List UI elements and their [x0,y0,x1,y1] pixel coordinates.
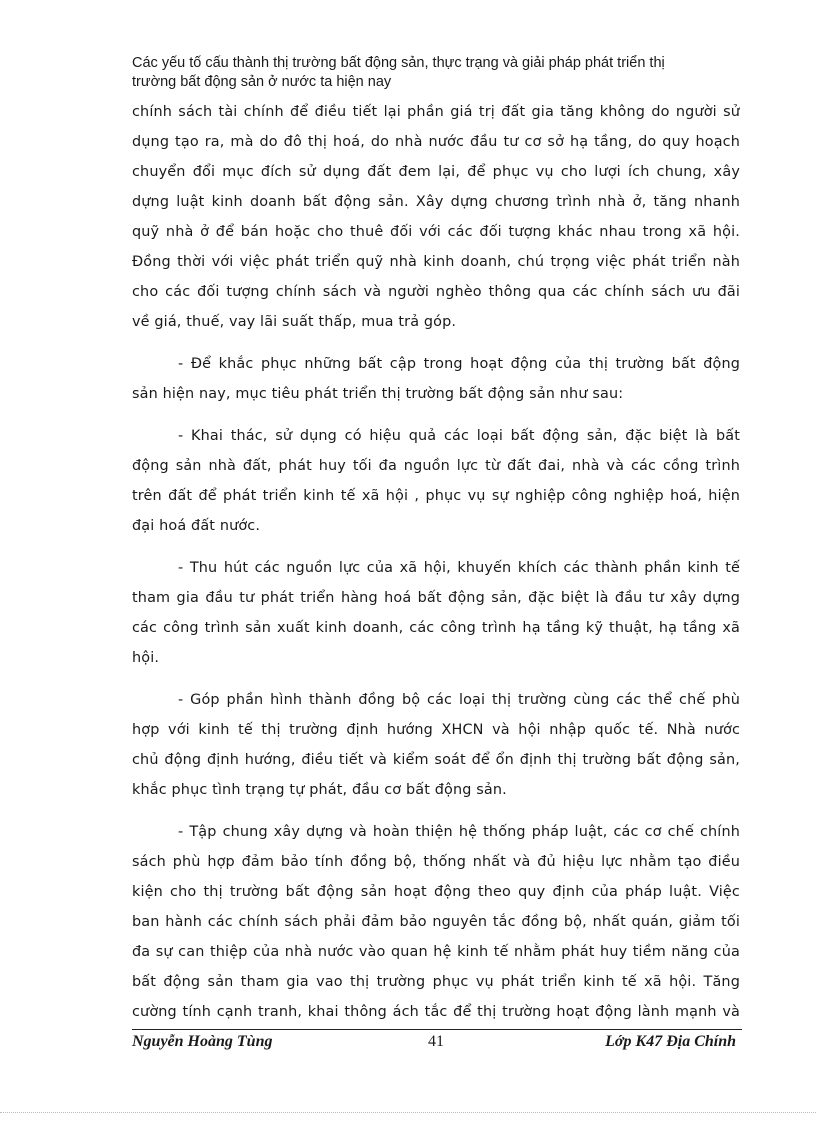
paragraph-1 [132,97,740,337]
paragraph-6-line-3: kiện cho thị trường bất động sản hoạt động theo quy định của pháp luật. Việc [132,884,740,900]
paragraph-3-line-3: trên đất để phát triển kinh tế xã hội , phục vụ sự nghiệp công nghiệp hoá, hiện [132,488,740,504]
paragraph-4 [132,553,740,673]
paragraph-3-line-1: - Khai thác, sử dụng có hiệu quả các loại bất động sản, đặc biệt là bất [178,428,740,444]
footer-rule [132,1029,742,1030]
paragraph-1-line-6: Đồng thời với việc phát triển quỹ nhà kinh doanh, chú trọng việc phát triển nàh [132,254,740,270]
page-bottom-border [0,1112,816,1113]
paragraph-5 [132,685,740,805]
paragraph-4-line-3: các công trình sản xuất kinh doanh, các công trình hạ tầng kỹ thuật, hạ tầng xã [132,620,740,636]
paragraph-4-line-1: - Thu hút các nguồn lực của xã hội, khuyến khích các thành phần kinh tế [178,560,740,576]
paragraph-6-line-1: - Tập chung xây dựng và hoàn thiện hệ thống pháp luật, các cơ chế chính [178,824,740,840]
paragraph-3-line-2: động sản nhà đất, phát huy tối đa nguồn lực từ đất đai, nhà và các cồng trình [132,458,740,474]
paragraph-1-line-4: dựng luật kinh doanh bất động sản. Xây dựng chương trình nhà ở, tăng nhanh [132,194,740,210]
paragraph-6-line-4: ban hành các chính sách phải đảm bảo nguyên tắc đồng bộ, nhất quán, giảm tối [132,914,740,930]
paragraph-6-line-7: cường tính cạnh tranh, khai thông ách tắc để thị trường hoạt động lành mạnh và [132,1004,740,1020]
footer-page-number: 41 [428,1033,444,1050]
paragraph-2-line-1: - Để khắc phục những bất cập trong hoạt động của thị trường bất động [178,356,740,372]
paragraph-5-line-1: - Góp phần hình thành đồng bộ các loại thị trường cùng các thể chế phù [178,692,740,708]
paragraph-3 [132,421,740,541]
running-header-line-1: Các yếu tố cấu thành thị trường bất động sản, thực trạng và giải pháp phát triển thị [132,55,665,71]
paragraph-6-line-2: sách phù hợp đảm bảo tính đồng bộ, thống nhất và đủ hiệu lực nhằm tạo điều [132,854,740,870]
paragraph-1-line-3: chuyển đổi mục đích sử dụng đất đem lại, để phục vụ cho lượi ích chung, xây [132,164,740,180]
paragraph-1-line-7: cho các đối tượng chính sách và người nghèo thông qua các chính sách ưu đãi [132,284,740,300]
footer-author: Nguyễn Hoàng Tùng [132,1033,273,1050]
paragraph-4-line-2: tham gia đầu tư phát triển hàng hoá bất động sản, đặc biệt là đầu tư xây dựng [132,590,740,606]
paragraph-4-line-4: hội. [132,650,160,666]
paragraph-1-line-1: chính sách tài chính để điều tiết lại phần giá trị đất gia tăng không do người sử [132,104,740,120]
paragraph-2-line-2: sản hiện nay, mục tiêu phát triển thị trường bất động sản như sau: [132,386,624,402]
footer-class-name: Lớp K47 Địa Chính [605,1033,736,1050]
paragraph-5-line-3: chủ động định hướng, điều tiết và kiểm soát để ổn định thị trường bất động sản, [132,752,740,768]
running-header-line-2: trường bất động sản ở nước ta hiện nay [132,74,392,90]
running-header [132,54,732,92]
paragraph-6-line-6: bất động sản tham gia vao thị trường phục vụ phát triển kinh tế xã hội. Tăng [132,974,740,990]
paragraph-3-line-4: đại hoá đất nước. [132,518,261,534]
paragraph-1-line-8: về giá, thuế, vay lãi suất thấp, mua trả góp. [132,314,457,330]
paragraph-1-line-5: quỹ nhà ở để bán hoặc cho thuê đối với các đối tượng khác nhau trong xã hội. [132,224,740,240]
body-text [132,97,740,1027]
paragraph-2 [132,349,740,409]
paragraph-6 [132,817,740,1027]
paragraph-1-line-2: dụng tạo ra, mà do đô thị hoá, do nhà nước đầu tư cơ sở hạ tầng, do quy hoạch [132,134,740,150]
paragraph-5-line-4: khắc phục tình trạng tự phát, đầu cơ bất động sản. [132,782,507,798]
page-footer [132,1031,742,1053]
paragraph-5-line-2: hợp với kinh tế thị trường định hướng XHCN và hội nhập quốc tế. Nhà nước [132,722,740,738]
paragraph-6-line-5: đa sự can thiệp của nhà nước vào quan hệ kinh tế nhằm phát huy tiềm năng của [132,944,740,960]
